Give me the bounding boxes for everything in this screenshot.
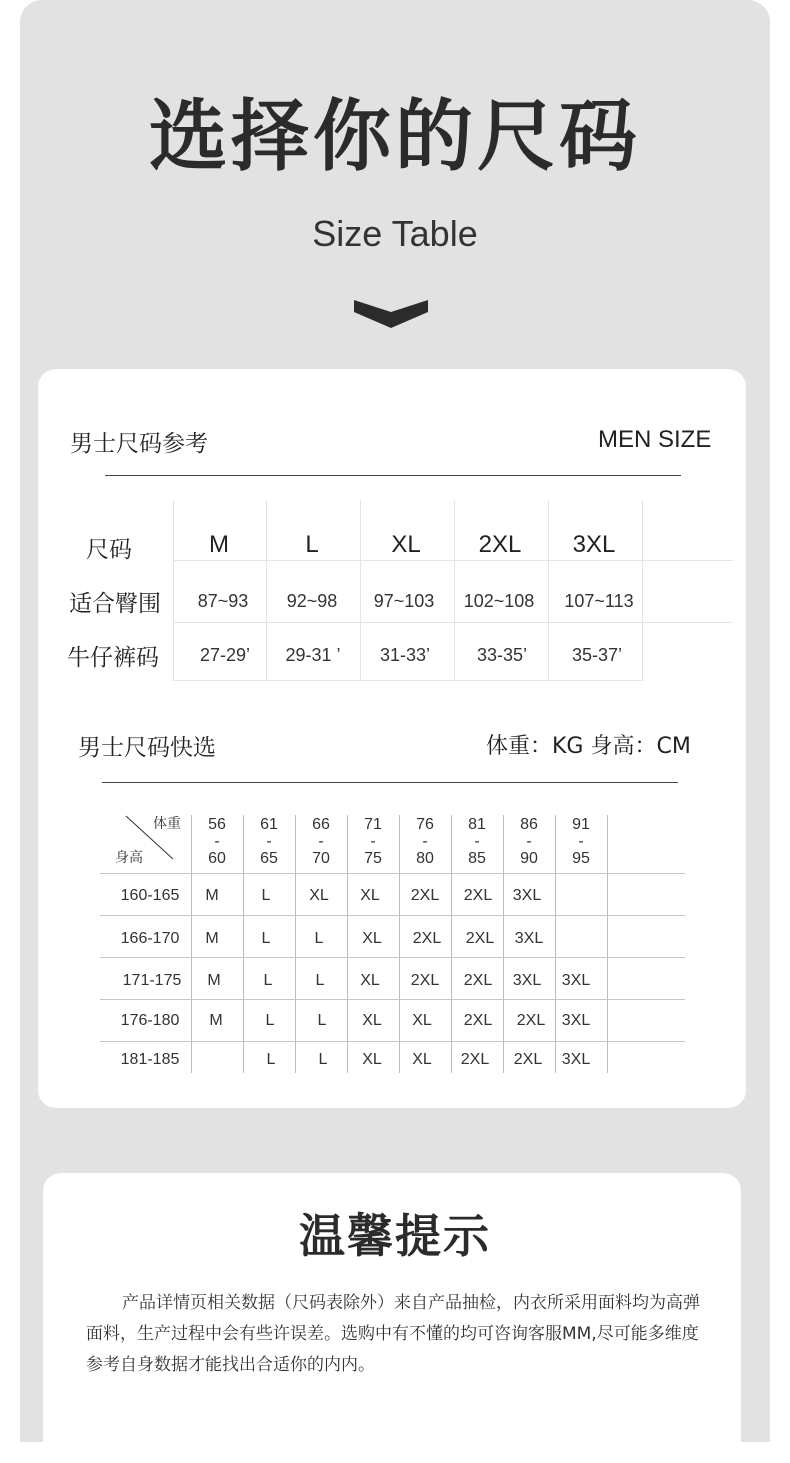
size-cell: 3XL [572, 531, 616, 558]
size-cell: L [263, 972, 273, 989]
men-size-label-en: MEN SIZE [598, 426, 712, 453]
tips-body [86, 1288, 706, 1381]
chevron-down-icon [352, 298, 430, 330]
size-cell: L [261, 930, 271, 947]
page-title: 选择你的尺码 [148, 92, 641, 182]
table-gridline [548, 500, 549, 680]
table-gridline [607, 815, 608, 1073]
section-divider [102, 782, 678, 783]
table-gridline [173, 560, 733, 561]
jeans-cell: 27-29’ [199, 645, 251, 665]
size-cell: XL [362, 930, 382, 947]
size-cell: 2XL [513, 1051, 543, 1068]
weight-header: 91 - 95 [572, 816, 590, 867]
section-divider [105, 475, 681, 476]
size-cell: 3XL [561, 972, 591, 989]
table-gridline [100, 957, 685, 958]
size-cell: 3XL [512, 887, 542, 904]
weight-header: 76 - 80 [416, 816, 434, 867]
size-cell: M [205, 887, 219, 904]
jeans-cell: 35-37’ [571, 645, 623, 665]
size-cell: L [315, 972, 325, 989]
hip-cell: 87~93 [197, 591, 249, 611]
size-cell: L [318, 1051, 328, 1068]
size-cell: 2XL [460, 1051, 490, 1068]
size-cell: 2XL [412, 930, 442, 947]
size-cell: L [266, 1051, 276, 1068]
height-cell: 181-185 [120, 1051, 180, 1068]
hip-cell: 102~108 [463, 591, 535, 611]
size-cell: 2XL [463, 887, 493, 904]
row-header-hip: 适合臀围 [69, 591, 161, 617]
height-cell: 166-170 [120, 930, 180, 947]
size-cell: 2XL [410, 972, 440, 989]
page-subtitle: Size Table [312, 213, 478, 254]
size-cell: L [314, 930, 324, 947]
size-cell: XL [362, 1012, 382, 1029]
quick-select-label: 男士尺码快选 [78, 735, 216, 761]
weight-header: 66 - 70 [312, 816, 330, 867]
size-cell: XL [362, 1051, 382, 1068]
corner-weight-label: 体重 [153, 816, 181, 832]
size-cell: 2XL [463, 1012, 493, 1029]
weight-header: 61 - 65 [260, 816, 278, 867]
height-cell: 160-165 [120, 887, 180, 904]
size-cell: 3XL [512, 972, 542, 989]
size-cell: 3XL [561, 1012, 591, 1029]
size-cell: 2XL [465, 930, 495, 947]
size-cell: XL [412, 1012, 432, 1029]
tips-title: 温馨提示 [299, 1209, 491, 1263]
weight-header: 81 - 85 [468, 816, 486, 867]
jeans-cell: 33-35’ [476, 645, 528, 665]
size-cell: XL [391, 531, 421, 558]
height-cell: 176-180 [120, 1012, 180, 1029]
height-cell: 171-175 [122, 972, 182, 989]
table-gridline [173, 622, 733, 623]
size-cell: L [317, 1012, 327, 1029]
size-cell: XL [360, 887, 380, 904]
weight-header: 71 - 75 [364, 816, 382, 867]
size-cell: XL [412, 1051, 432, 1068]
size-cell: 3XL [561, 1051, 591, 1068]
table-gridline [100, 873, 685, 874]
row-header-jeans: 牛仔裤码 [67, 645, 159, 671]
hip-cell: 107~113 [564, 591, 634, 611]
jeans-cell: 29-31 ’ [285, 645, 341, 665]
table-gridline [100, 999, 685, 1000]
row-header-size: 尺码 [86, 537, 132, 563]
size-cell: 2XL [478, 531, 522, 558]
size-cell: M [209, 1012, 223, 1029]
size-cell: M [205, 930, 219, 947]
jeans-cell: 31-33’ [379, 645, 431, 665]
size-cell: XL [360, 972, 380, 989]
hip-cell: 92~98 [286, 591, 338, 611]
size-cell: L [261, 887, 271, 904]
size-cell: M [209, 531, 229, 558]
table-gridline [173, 500, 174, 680]
men-size-label: 男士尺码参考 [70, 431, 208, 457]
size-cell: 3XL [514, 930, 544, 947]
size-cell: L [265, 1012, 275, 1029]
weight-header: 56 - 60 [208, 816, 226, 867]
table-gridline [100, 915, 685, 916]
size-cell: XL [309, 887, 329, 904]
table-gridline [454, 500, 455, 680]
size-cell: 2XL [463, 972, 493, 989]
tips-paragraph: 产品详情页相关数据（尺码表除外）来自产品抽检，内衣所采用面料均为高弹面料，生产过程中会有些许误差。选购中有不懂的均可咨询客服MM,尽可能多维度参考自身数据才能找出合适你的内内。 [86, 1293, 700, 1375]
size-cell: 2XL [410, 887, 440, 904]
size-cell: L [305, 531, 319, 558]
size-cell: M [207, 972, 221, 989]
table-gridline [173, 680, 643, 681]
size-cell: 2XL [516, 1012, 546, 1029]
corner-height-label: 身高 [115, 850, 143, 866]
hip-cell: 97~103 [373, 591, 435, 611]
units-label: 体重：KG 身高：CM [486, 734, 691, 759]
table-gridline [100, 1041, 685, 1042]
weight-header: 86 - 90 [520, 816, 538, 867]
